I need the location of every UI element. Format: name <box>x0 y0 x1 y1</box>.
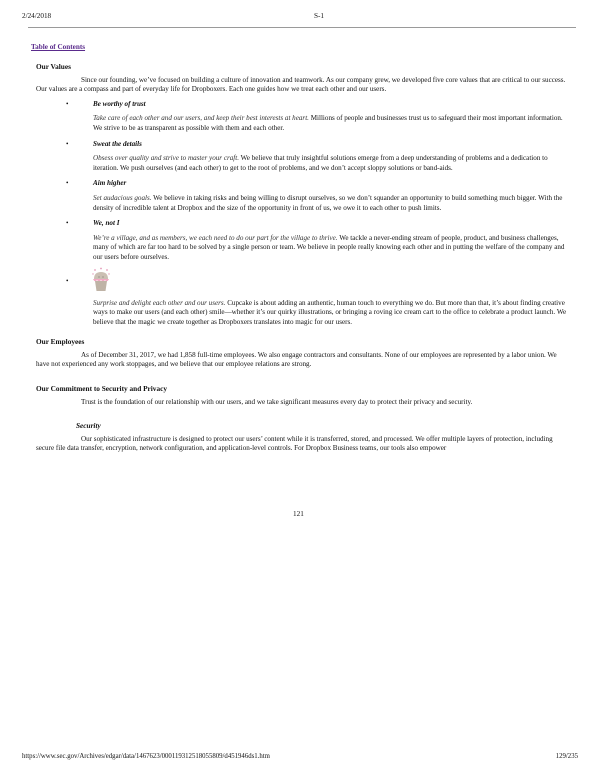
source-url: https://www.sec.gov/Archives/edgar/data/1467623/000119312518055809/d451946ds1.htm <box>22 753 270 760</box>
bullet-icon: • <box>66 99 69 108</box>
header-divider <box>28 27 576 28</box>
value-item <box>66 219 569 262</box>
our-employees-section <box>31 337 569 370</box>
value-item <box>66 99 569 134</box>
page-number: 121 <box>293 510 304 518</box>
value-item-cupcake <box>66 267 569 328</box>
value-label: We, not I <box>93 219 120 228</box>
value-text: We believe that truly insightful solutions emerge from a deep understanding of problems and a dedication to iteration. We push ourselves (and each other) to get to the root of problems, and we don’t accept sloppy solutions or band-aids. <box>93 154 548 172</box>
value-text: We believe in taking risks and being willing to disrupt ourselves, so we don’t squander an opportunity to build something much bigger. With the density of incredible talent at Dropbox and the size of the opportunity in front of us, we owe it to each other to push limits. <box>93 193 563 212</box>
value-description <box>93 234 569 263</box>
value-label: Be worthy of trust <box>93 99 146 108</box>
our-employees-text: As of December 31, 2017, we had 1,858 full-time employees. We also engage contractors and consultants. None of our employees are represented by a labor union. We have not experienced any work stoppages, and we believe that our employee relations are strong. <box>36 350 557 369</box>
bullet-icon: • <box>66 276 69 285</box>
value-item <box>66 179 569 213</box>
value-lead: Take care of each other and our users, and keep their best interests at heart. <box>93 114 309 123</box>
security-privacy-section <box>31 384 569 454</box>
bullet-icon: • <box>66 179 69 188</box>
value-text: Cupcake is about adding an authentic, human touch to everything we do. But more than that, it’s about finding creative ways to make our users (and each other) smile—whether it’s our quirky illustrations, or bringing a roving ice cream cart to the office to celebrate a product launch. We believe that the magic we create together as Dropboxers translates into magic for our users. <box>93 298 567 326</box>
value-label: Sweat the details <box>93 139 142 148</box>
value-description <box>93 299 569 328</box>
our-values-heading: Our Values <box>36 62 71 71</box>
value-lead: Surprise and delight each other and our users. <box>93 298 226 307</box>
values-list <box>31 100 569 328</box>
value-text: Millions of people and businesses trust us to safeguard their most important information. We strive to be as transparent as possible with them and each other. <box>93 114 563 132</box>
our-values-intro: Since our founding, we’ve focused on building a culture of innovation and teamwork. As our company grew, we developed five core values that are critical to our success. Our values are a compass and part of everyday life for Dropboxers. Each one guides how we treat each other and our users. <box>36 75 566 94</box>
document-title: S-1 <box>314 12 324 20</box>
value-lead: Obsess over quality and strive to master your craft. <box>93 154 239 163</box>
bullet-icon: • <box>66 139 69 148</box>
value-description <box>93 154 569 173</box>
value-item <box>66 139 569 174</box>
print-date: 2/24/2018 <box>22 12 52 20</box>
page-header <box>22 12 578 24</box>
value-text: We tackle a never-ending stream of people, product, and business challenges, many of which are far too hard to be solved by a single person or team. We believe in people really knowing each other and in putting the welfare of the company and our users before ourselves. <box>93 233 565 261</box>
cupcake-icon <box>89 267 113 293</box>
our-values-section <box>31 62 569 327</box>
bullet-icon: • <box>66 219 69 228</box>
table-of-contents-link[interactable]: Table of Contents <box>31 43 86 51</box>
security-subheading: Security <box>76 421 101 431</box>
value-lead: We’re a village, and as members, we each need to do our part for the village to thrive. <box>93 233 338 242</box>
value-description <box>93 114 569 133</box>
print-page-count: 129/235 <box>555 753 578 760</box>
security-privacy-heading: Our Commitment to Security and Privacy <box>36 384 167 394</box>
document-body <box>31 62 569 454</box>
our-employees-heading: Our Employees <box>36 337 85 347</box>
value-lead: Set audacious goals. <box>93 193 152 202</box>
value-label: Aim higher <box>93 179 127 188</box>
value-description <box>93 194 569 213</box>
security-privacy-text: Trust is the foundation of our relationship with our users, and we take significant measures every day to protect their privacy and security. <box>81 397 473 406</box>
security-text: Our sophisticated infrastructure is designed to protect our users’ content while it is transferred, stored, and processed. We offer multiple layers of protection, including secure file data transfer, encryption, network configuration, and application-level controls. For Dropbox Business teams, our tools also empower <box>36 434 553 453</box>
